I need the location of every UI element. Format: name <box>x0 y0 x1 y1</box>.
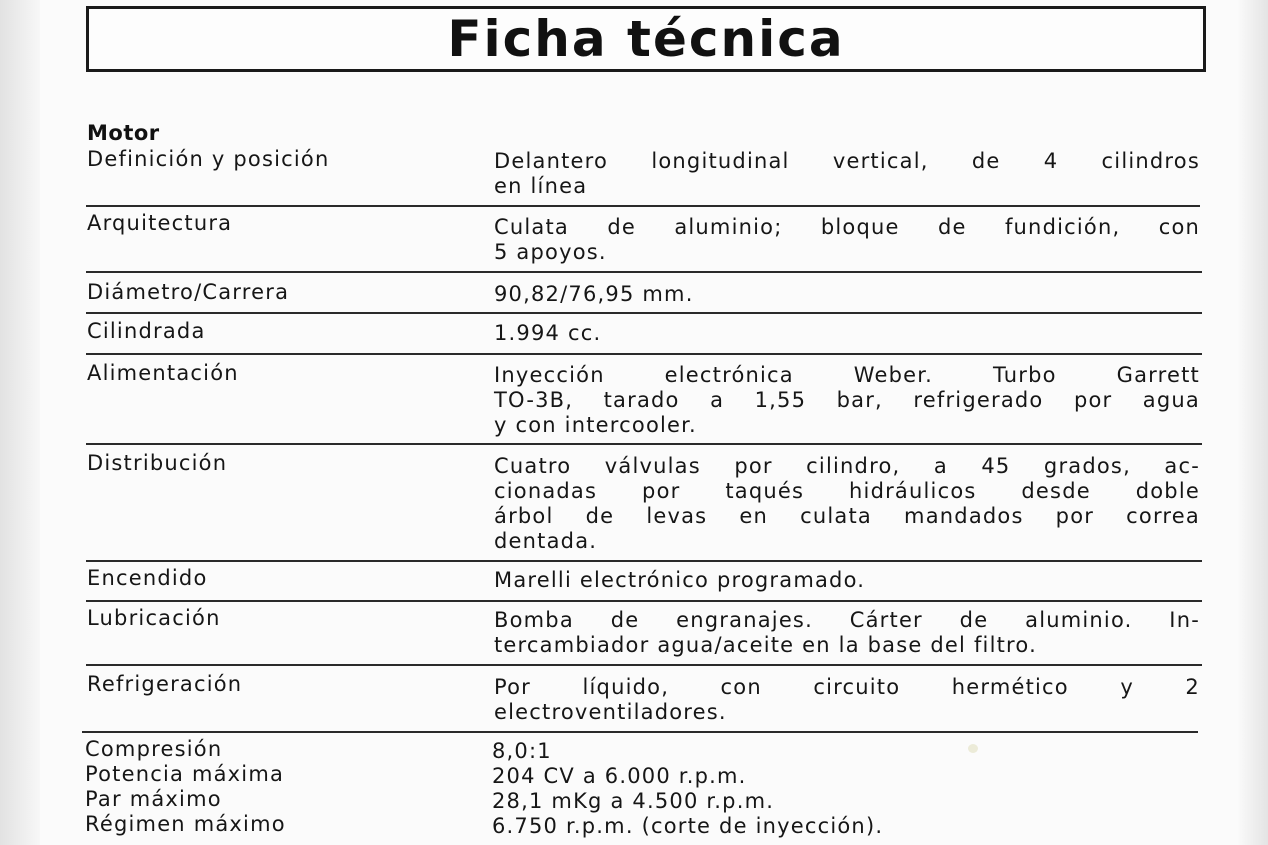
value-line: 90,82/76,95 mm. <box>494 282 694 306</box>
row-label-definicion: Definición y posición <box>87 147 330 171</box>
value-line: 1.994 cc. <box>494 321 602 345</box>
perf-value-potencia <box>492 764 1198 789</box>
value-line: 28,1 mKg a 4.500 r.p.m. <box>492 789 775 813</box>
page-title: Ficha técnica <box>447 10 845 68</box>
scan-edge-right <box>1238 0 1268 845</box>
row-value-distribucion <box>494 454 1200 554</box>
row-value-arquitectura <box>494 215 1200 265</box>
section-heading-motor: Motor <box>87 121 160 145</box>
value-line: Inyección electrónica Weber. Turbo Garrett <box>494 363 1200 387</box>
value-line: Delantero longitudinal vertical, de 4 cilindros <box>494 149 1200 173</box>
value-line: Marelli electrónico programado. <box>494 568 866 592</box>
value-line: Por líquido, con circuito hermético y 2 <box>494 675 1200 699</box>
value-line: tercambiador agua/aceite en la base del filtro. <box>494 633 1037 657</box>
row-label-cilindrada: Cilindrada <box>87 319 206 343</box>
value-line: electroventiladores. <box>494 700 727 724</box>
value-line: TO-3B, tarado a 1,55 bar, refrigerado por agua <box>494 388 1200 412</box>
value-line: dentada. <box>494 529 598 553</box>
value-line: y con intercooler. <box>494 413 697 437</box>
perf-value-compresion <box>492 739 1198 764</box>
row-label-refrigeracion: Refrigeración <box>87 672 243 696</box>
row-value-lubricacion <box>494 608 1200 658</box>
row-divider <box>86 443 1202 445</box>
perf-value-par <box>492 789 1198 814</box>
value-line: 5 apoyos. <box>494 240 607 264</box>
value-line: 204 CV a 6.000 r.p.m. <box>492 764 747 788</box>
scan-edge-left <box>0 0 40 845</box>
row-divider <box>86 560 1202 562</box>
row-divider <box>86 271 1202 273</box>
row-label-alimentacion: Alimentación <box>87 361 239 385</box>
row-label-arquitectura: Arquitectura <box>87 211 233 235</box>
row-divider <box>86 664 1202 666</box>
value-line: 8,0:1 <box>492 739 552 763</box>
perf-label-par: Par máximo <box>85 787 222 811</box>
row-divider <box>86 600 1202 602</box>
row-value-alimentacion <box>494 363 1200 438</box>
value-line: Cuatro válvulas por cilindro, a 45 grados, ac- <box>494 454 1200 478</box>
paper-speck <box>968 744 978 753</box>
perf-label-compresion: Compresión <box>85 737 223 761</box>
row-value-definicion <box>494 149 1200 199</box>
row-divider <box>86 353 1202 355</box>
value-line: 6.750 r.p.m. (corte de inyección). <box>492 814 884 838</box>
perf-label-potencia: Potencia máxima <box>85 762 285 786</box>
perf-label-regimen: Régimen máximo <box>85 812 286 836</box>
row-divider <box>86 312 1202 314</box>
value-line: Culata de aluminio; bloque de fundición, con <box>494 215 1200 239</box>
row-value-encendido <box>494 568 1200 593</box>
value-line: Bomba de engranajes. Cárter de aluminio. In- <box>494 608 1200 632</box>
row-label-diametro-carrera: Diámetro/Carrera <box>87 280 290 304</box>
row-label-encendido: Encendido <box>87 566 208 590</box>
row-divider <box>86 205 1200 207</box>
row-label-distribucion: Distribución <box>87 451 228 475</box>
perf-value-regimen <box>492 814 1198 839</box>
row-value-refrigeracion <box>494 675 1200 725</box>
title-box <box>86 6 1206 72</box>
value-line: cionadas por taqués hidráulicos desde doble <box>494 479 1200 503</box>
value-line: árbol de levas en culata mandados por correa <box>494 504 1200 528</box>
row-divider <box>82 731 1198 733</box>
row-value-diametro-carrera <box>494 282 1200 307</box>
row-label-lubricacion: Lubricación <box>87 606 221 630</box>
row-value-cilindrada <box>494 321 1200 346</box>
value-line: en línea <box>494 174 588 198</box>
